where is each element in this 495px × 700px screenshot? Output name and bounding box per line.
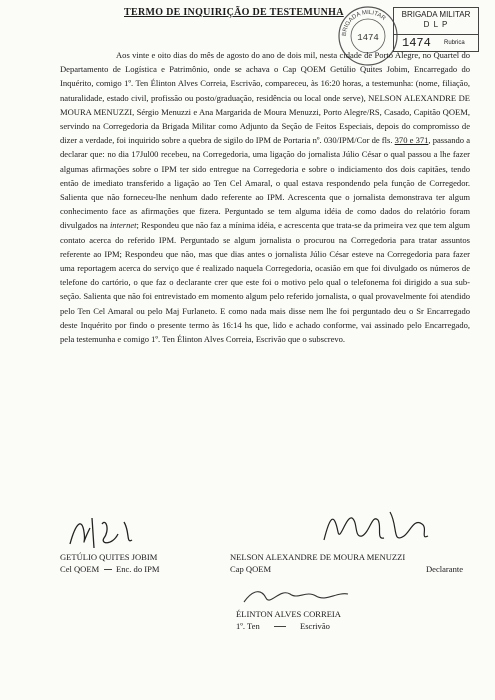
signature-bottom bbox=[236, 584, 356, 608]
stamp-rubrica: Rubrica bbox=[444, 40, 465, 46]
signature-bottom-dash bbox=[274, 626, 286, 627]
signature-right bbox=[318, 506, 433, 550]
page-reference: 370 e 371 bbox=[394, 135, 429, 146]
testimony-paragraph bbox=[60, 48, 470, 346]
stamp-line-1: BRIGADA MILITAR bbox=[401, 10, 471, 19]
signature-left-rank: Cel QOEM bbox=[60, 564, 100, 574]
signature-bottom-rank: 1º. Ten bbox=[236, 621, 260, 631]
paragraph-middle: , passando a declarar que: no dia 17Jul00 recebeu, na Corregedoria, uma ligação do jornalista Júlio César o qual passou a lhe fazer algumas afirmações sobre o IPM ter sido entregue na Corregedoria e sobre o indiciamento dos dois capitães, tendo então de imediato transferido a ligação ao Ten Cel Amaral, o qual estava respondendo pela função de Corregedor. Salienta que não forneceu-lhe nenhum dado referente ao IPM. Acrescenta que o jornalista demonstrava ter algum conhecimento face as afirmações que fizera. Perguntado se tem alguma idéia de como dados do relatório foram divulgados na bbox=[60, 135, 470, 231]
signature-left-dash bbox=[104, 569, 112, 570]
signature-left-name: GETÚLIO QUITES JOBIM bbox=[60, 552, 158, 562]
stamp-divider bbox=[394, 34, 478, 35]
seal-number: 1474 bbox=[357, 33, 379, 43]
document-title: TERMO DE INQUIRIÇÃO DE TESTEMUNHA bbox=[124, 7, 344, 18]
signature-right-name: NELSON ALEXANDRE DE MOURA MENUZZI bbox=[230, 552, 406, 562]
signature-bottom-role: Escrivão bbox=[300, 621, 330, 631]
document-body bbox=[60, 48, 470, 346]
seal-ring-text: BRIGADA MILITAR bbox=[341, 9, 387, 37]
stamp-number: 1474 bbox=[402, 36, 431, 50]
stamp-line-2: D L P bbox=[423, 20, 449, 29]
protocol-stamp bbox=[393, 7, 479, 52]
internet-term: internet bbox=[109, 220, 137, 231]
signature-right-rank: Cap QOEM bbox=[230, 564, 272, 574]
paragraph-start: Aos vinte e oito dias do mês de agosto do ano de dois mil, nesta cidade de Porto Alegre, no Quartel do Departamento de Logística e Patrimônio, onde se achava o Cap QOEM Getúlio Quites Jobim, Encarregado do Inquérito, comigo 1º. Ten Élinton Alves Correia, Escrivão, compareceu, às 16:20 horas, a testemunha: (nome, filiação, naturalidade, estado civil, profissão ou posto/graduação, residência ou local onde serve), NELSON ALEXANDRE DE MOURA MENUZZI, Sérgio Menuzzi e Ana Margarida de Moura Menuzzi, Porto Alegre/RS, Casado, Capitão QOEM, servindo na Corregedoria da Brigada Militar como Adjunto da Seção de Feitos Especiais, depois do compromisso de dizer a verdade, foi inquirido sobre a quebra de sigilo do IPM de Portaria nº. 030/IPM/Cor de fls. bbox=[60, 50, 470, 146]
signature-bottom-name: ÉLINTON ALVES CORREIA bbox=[236, 609, 341, 619]
signature-right-role: Declarante bbox=[426, 564, 464, 574]
signature-left bbox=[62, 514, 157, 550]
signature-left-role: Enc. do IPM bbox=[116, 564, 160, 574]
paragraph-end: ; Respondeu que não faz a mínima idéia, e acrescenta que trata-se da primeira vez que tem algum contato acerca do referido IPM. Perguntado se algum jornalista o procurou na Corregedoria para tratar assuntos referente ao IPM; Respondeu que não, mas que dias antes o jornalista Júlio César esteve na Corregedoria para fazer uma reportagem acerca do serviço que é realizado naquela Corregedoria, ocasião em que foi divulgado os números de telefone do cartório, o que faz o declarante crer que este foi o motivo pelo qual o telefonema foi dirigido a sua sub-seção. Salienta que não foi entrevistado em momento algum pelo referido jornalista, o qual provavelmente foi atendido pelo Ten Cel Amaral ou pelo Maj Furlaneto. E como nada mais disse nem lhe foi perguntado deu o Sr Encarregado deste Inquérito por findo o presente termo às 16:14 hs que, lido e achado conforme, vai assinado pelo Encarregado, pela testemunha e comigo 1º. Ten Élinton Alves Correia, Escrivão que o subscrevo. bbox=[60, 220, 470, 345]
